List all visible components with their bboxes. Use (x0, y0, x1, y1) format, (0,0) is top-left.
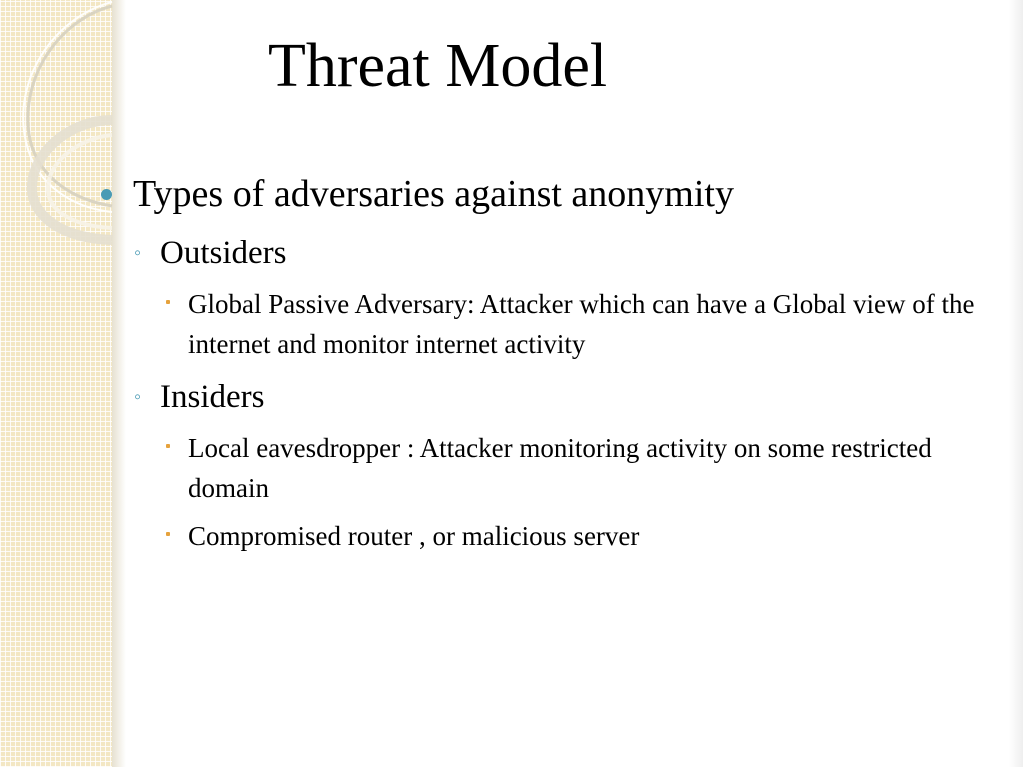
level2-bullet-icon: ◦ (134, 386, 142, 408)
right-edge-shadow (1009, 0, 1023, 767)
level2-bullet-icon: ◦ (134, 242, 142, 264)
group-item-global-passive-adversary: Global Passive Adversary: Attacker which can have a Global view of the internet and monitor internet activity (188, 289, 975, 359)
level3-bullet-icon (166, 444, 170, 448)
level3-bullet-icon (166, 300, 170, 304)
group-label-outsiders: Outsiders (160, 235, 287, 271)
group-item-compromised-router: Compromised router , or malicious server (188, 521, 640, 551)
group-item-local-eavesdropper: Local eavesdropper : Attacker monitoring activity on some restricted domain (188, 433, 932, 503)
group-label-insiders: Insiders (160, 379, 265, 415)
main-point: Types of adversaries against anonymity (133, 173, 734, 215)
level3-bullet-icon (166, 532, 170, 536)
slide-title: Threat Model (268, 32, 608, 100)
level1-bullet-icon (101, 189, 112, 200)
